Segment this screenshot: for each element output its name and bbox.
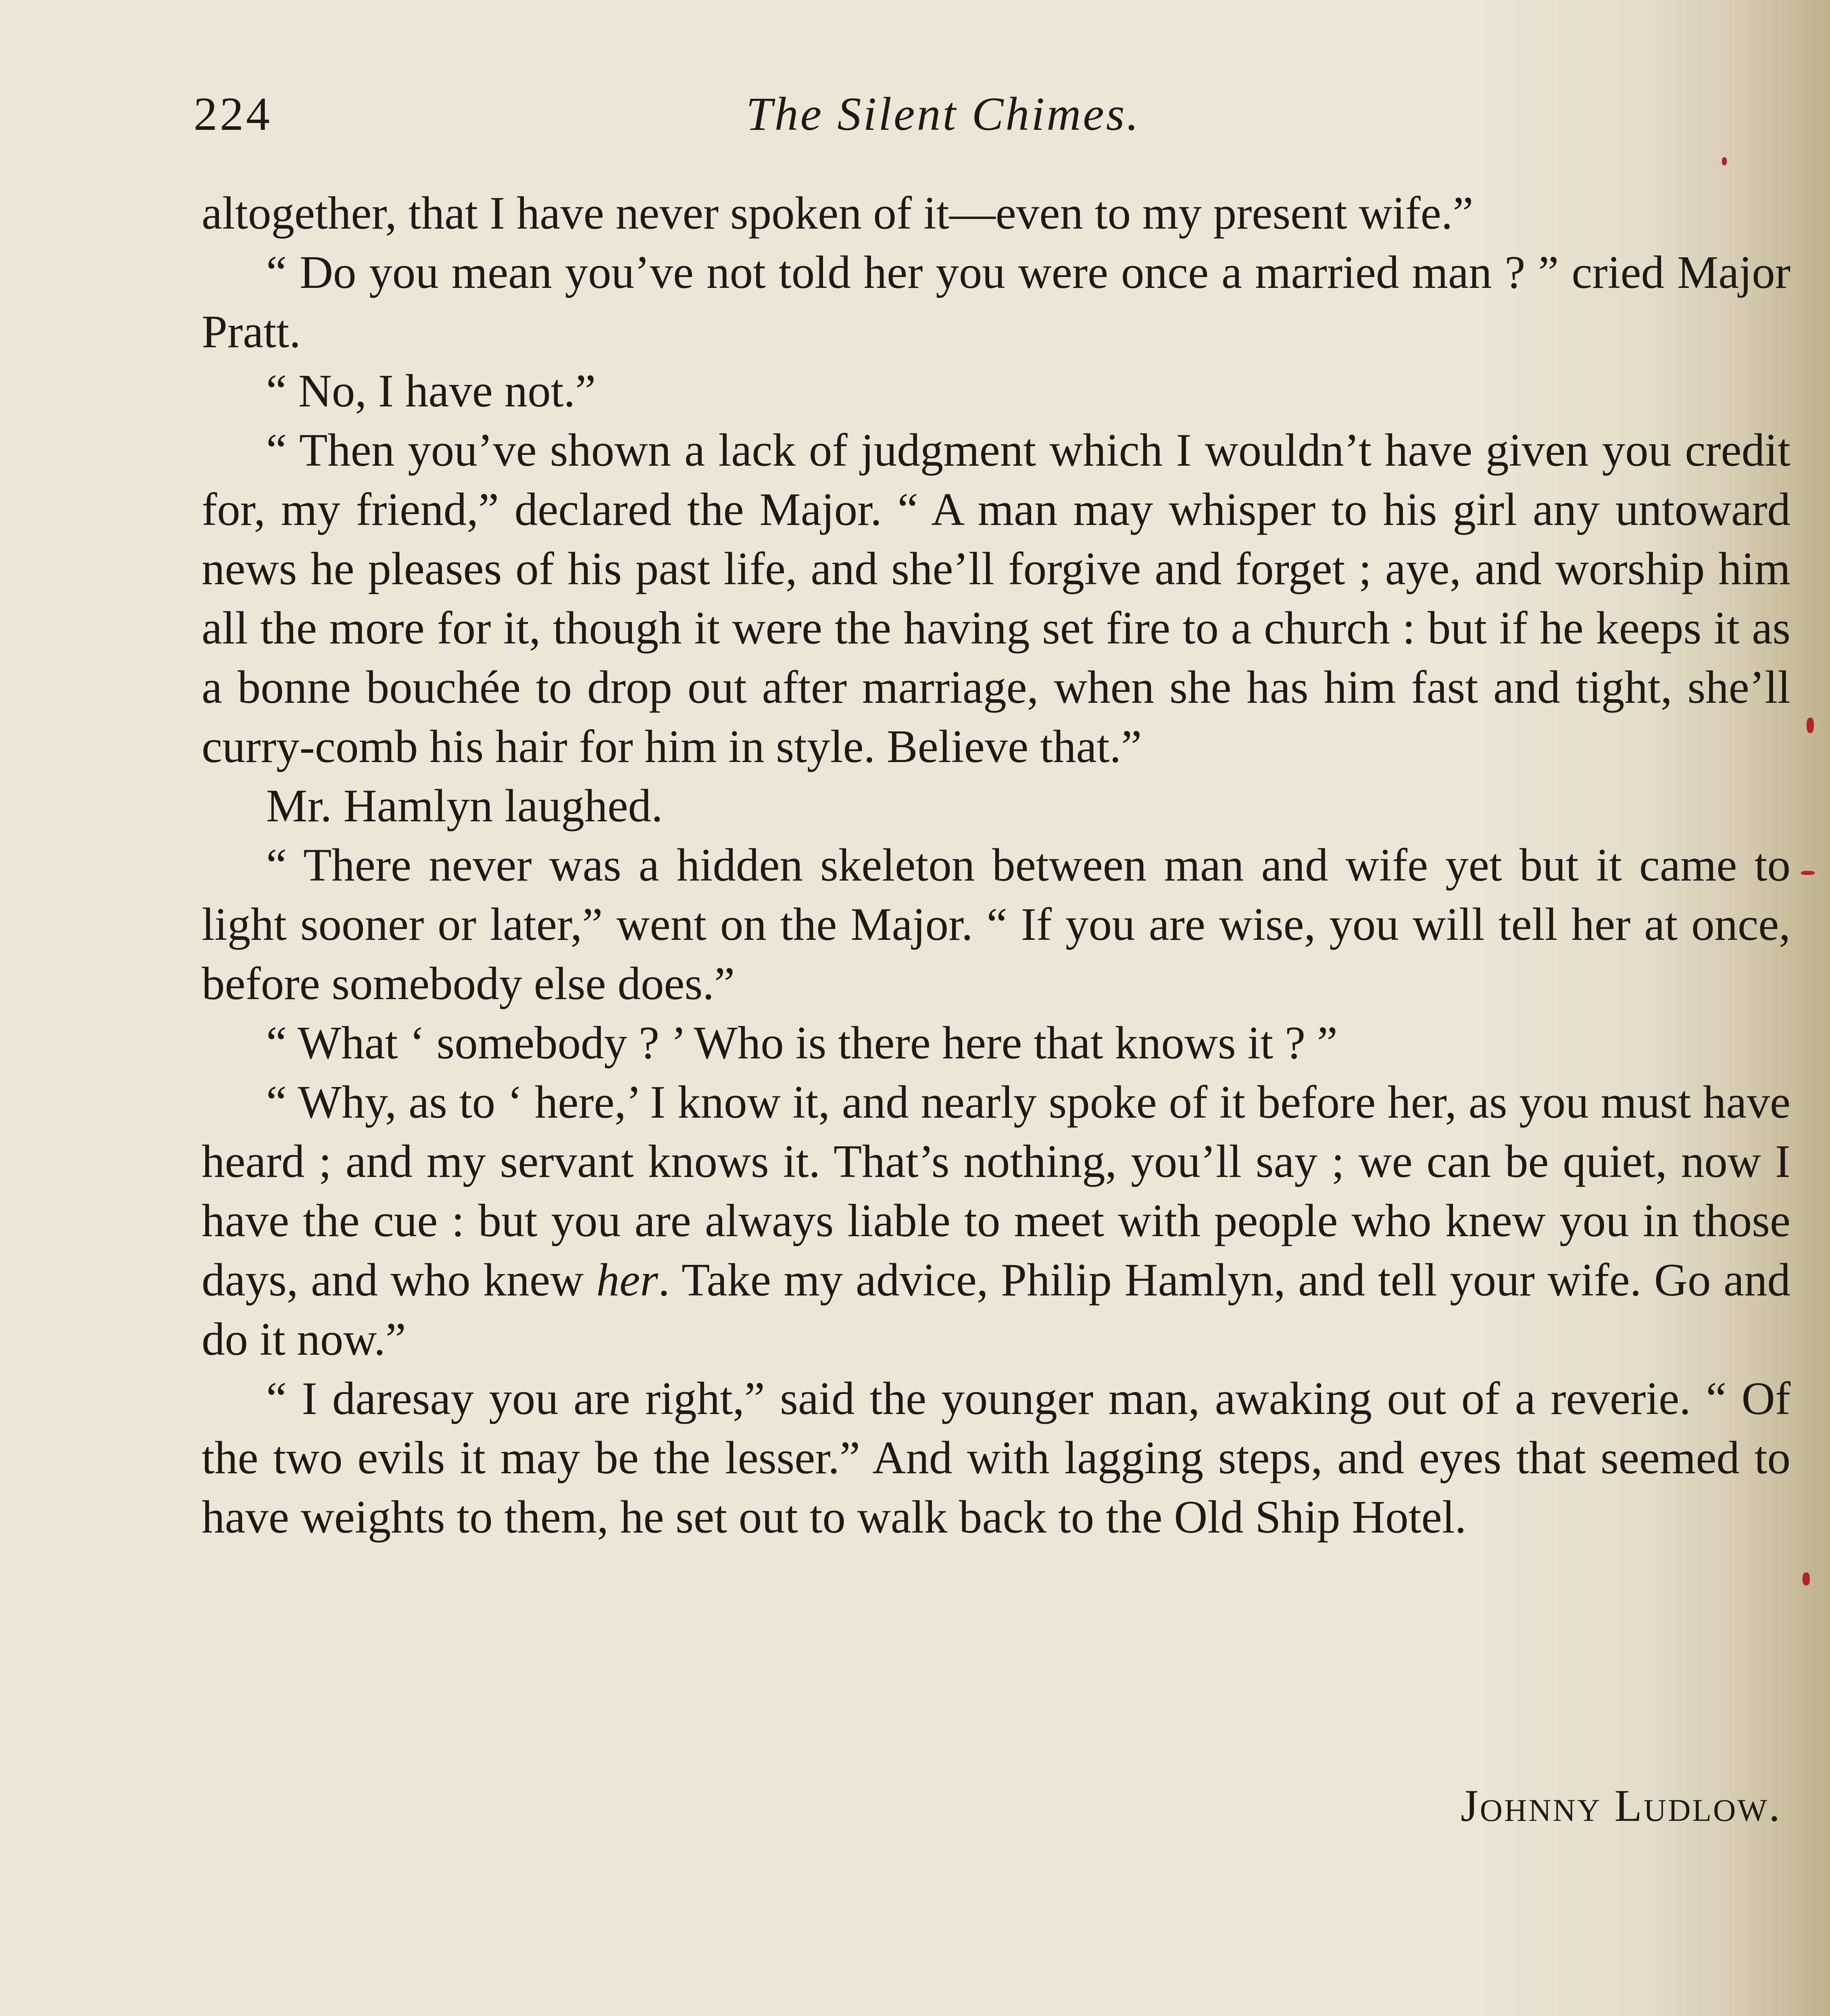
paper-speck xyxy=(1801,871,1815,875)
paper-speck xyxy=(1807,718,1814,733)
author-signature: Johnny Ludlow. xyxy=(1461,1781,1782,1831)
paper-speck xyxy=(1722,157,1727,165)
paragraph xyxy=(202,1073,1790,1369)
paragraph: Mr. Hamlyn laughed. xyxy=(266,780,663,831)
page-number: 224 xyxy=(194,87,272,140)
paragraph-text: . Take my advice, Philip Hamlyn, and tell your wife. Go and do it now.” xyxy=(202,1254,1791,1365)
emphasis: her xyxy=(596,1254,658,1306)
paragraph: “ I daresay you are right,” said the younger man, awaking out of a reverie. “ Of the two evils it may be the lesser.” And with lagging steps, and eyes that seemed to have weights to them, he set out to walk back to the Old Ship Hotel. xyxy=(202,1373,1790,1543)
paragraph-text: “ Why, as to ‘ here,’ I know it, and nearly spoke of it before her, as you must have heard ; and my servant knows it. That’s nothing, you’ll say ; we can be quiet, now I have the cue : but you are always liable to meet with people who knew you in those days, and who knew xyxy=(202,1077,1790,1306)
page-header xyxy=(194,87,1790,151)
paragraph: “ No, I have not.” xyxy=(266,365,596,417)
running-title: The Silent Chimes. xyxy=(746,87,1141,140)
paragraph: “ What ‘ somebody ? ’ Who is there here that knows it ? ” xyxy=(266,1017,1338,1068)
paragraph: “ Then you’ve shown a lack of judgment which I wouldn’t have given you credit for, my friend,” declared the Major. “ A man may whisper to his girl any untoward news he pleases of his past life, and she’ll forgive and forget ; aye, and worship him all the more for it, though it were the having set fire to a church : but if he keeps it as a bonne bouchée to drop out after marriage, when she has him fast and tight, she’ll curry-comb his hair for him in style. Believe that.” xyxy=(202,425,1790,772)
paragraph: “ There never was a hidden skeleton between man and wife yet but it came to light sooner or later,” went on the Major. “ If you are wise, you will tell her at once, before somebody else does.” xyxy=(202,839,1790,1009)
body-text xyxy=(202,183,1790,1547)
paper-speck xyxy=(1803,1572,1810,1585)
paragraph: “ Do you mean you’ve not told her you were once a married man ? ” cried Major Pratt. xyxy=(202,247,1790,357)
paragraph: altogether, that I have never spoken of it—even to my present wife.” xyxy=(202,187,1474,239)
